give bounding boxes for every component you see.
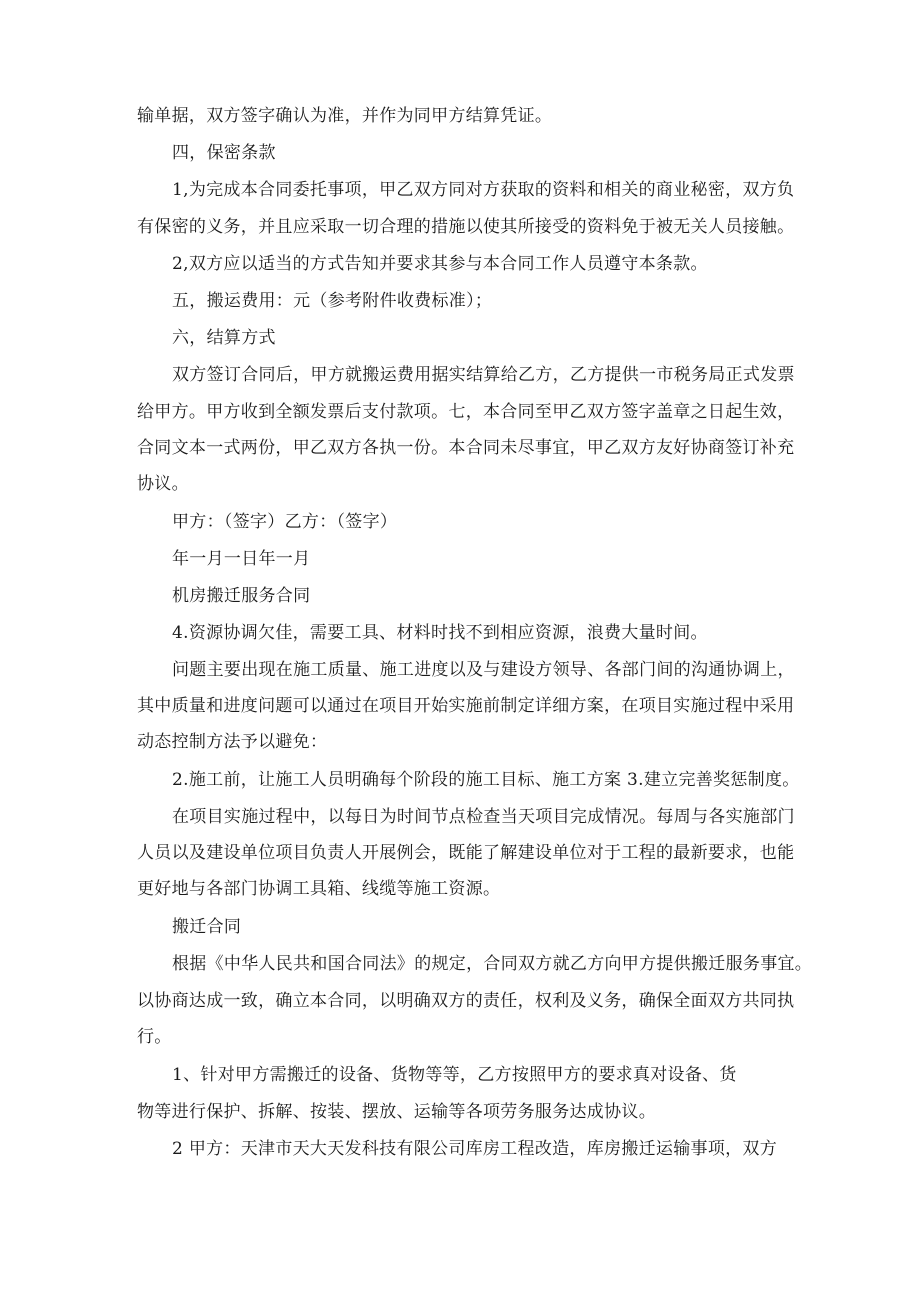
text-line: 有保密的义务，并且应采取一切合理的措施以使其所接受的资料免于被无关人员接触。	[137, 217, 795, 237]
document-title: 机房搬迁服务合同	[172, 586, 311, 606]
text-line: 行。	[137, 1027, 172, 1047]
document-title: 搬迁合同	[172, 917, 242, 937]
text-line: 2 甲方：天津市天大天发科技有限公司库房工程改造，库房搬迁运输事项，双方	[172, 1139, 778, 1159]
text-line: 根据《中华人民共和国合同法》的规定，合同双方就乙方向甲方提供搬迁服务事宜。	[172, 954, 813, 974]
text-line: 2.施工前，让施工人员明确每个阶段的施工目标、施工方案 3.建立完善奖惩制度。	[172, 770, 800, 790]
text-line: 其中质量和进度问题可以通过在项目开始实施前制定详细方案，在项目实施过程中采用	[137, 696, 795, 716]
signature-line: 甲方：（签字）乙方：（签字）	[172, 512, 398, 532]
text-line: 4.资源协调欠佳，需要工具、材料时找不到相应资源，浪费大量时间。	[172, 623, 708, 643]
text-line: 协议。	[137, 474, 189, 494]
text-line: 输单据，双方签字确认为准，并作为同甲方结算凭证。	[137, 106, 553, 126]
text-line: 2,双方应以适当的方式告知并要求其参与本合同工作人员遵守本条款。	[172, 254, 708, 274]
text-line: 更好地与各部门协调工具箱、线缆等施工资源。	[137, 879, 501, 899]
section-heading: 四，保密条款	[172, 143, 276, 163]
date-line: 年一月一日年一月	[172, 549, 311, 569]
text-line: 物等进行保护、拆解、按装、摆放、运输等各项劳务服务达成协议。	[137, 1102, 656, 1122]
text-line: 以协商达成一致，确立本合同，以明确双方的责任，权利及义务，确保全面双方共同执	[137, 991, 795, 1011]
text-line: 合同文本一式两份，甲乙双方各执一份。本合同未尽事宜，甲乙双方友好协商签订补充	[137, 438, 795, 458]
text-line: 在项目实施过程中，以每日为时间节点检查当天项目完成情况。每周与各实施部门	[172, 807, 795, 827]
text-line: 给甲方。甲方收到全额发票后支付款项。七，本合同至甲乙双方签字盖章之日起生效，	[137, 402, 795, 422]
text-line: 双方签订合同后，甲方就搬运费用据实结算给乙方，乙方提供一市税务局正式发票	[172, 365, 795, 385]
section-heading: 五，搬运费用：元（参考附件收费标准）；	[172, 291, 493, 311]
text-line: 1,为完成本合同委托事项，甲乙双方同对方获取的资料和相关的商业秘密，双方负	[172, 180, 795, 200]
text-line: 1、针对甲方需搬迁的设备、货物等等，乙方按照甲方的要求真对设备、货	[172, 1065, 737, 1085]
text-line: 人员以及建设单位项目负责人开展例会，既能了解建设单位对于工程的最新要求，也能	[137, 843, 795, 863]
section-heading: 六，结算方式	[172, 328, 276, 348]
text-line: 问题主要出现在施工质量、施工进度以及与建设方领导、各部门间的沟通协调上，	[172, 660, 795, 680]
text-line: 动态控制方法予以避免：	[137, 732, 328, 752]
